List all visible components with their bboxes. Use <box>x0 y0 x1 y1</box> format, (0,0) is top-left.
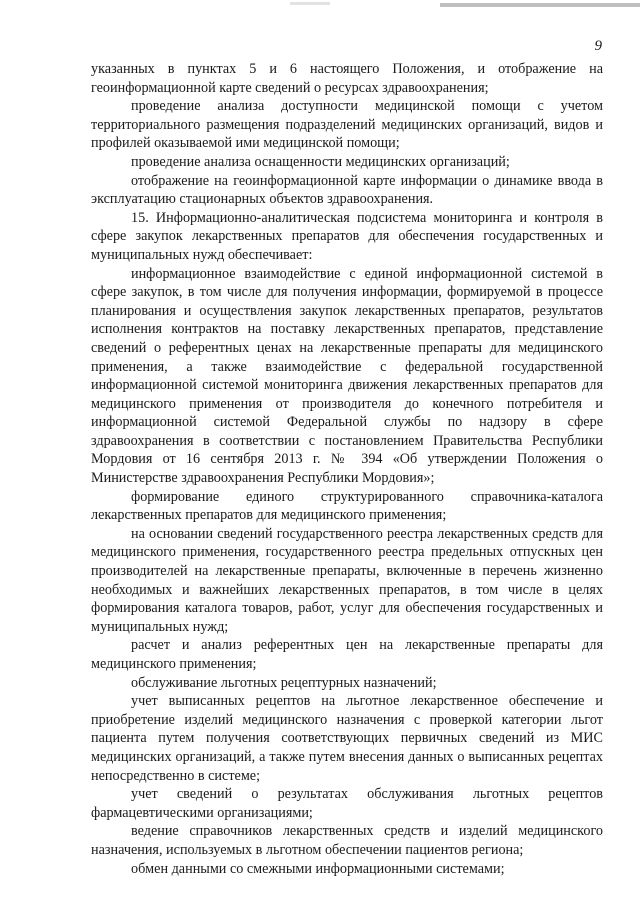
paragraph: указанных в пунктах 5 и 6 настоящего Положения, и отображение на геоинформационной карте сведений о ресурсах здравоохранения; <box>91 61 603 96</box>
paragraph: учет сведений о результатах обслуживания льготных рецептов фармацевтическими организациями; <box>91 786 603 821</box>
paragraph: обслуживание льготных рецептурных назначений; <box>131 674 437 691</box>
paragraph: формирование единого структурированного справочника-каталога лекарственных препаратов для медицинского применения; <box>91 488 603 524</box>
paragraph: на основании сведений государственного реестра лекарственных средств для медицинского применения, государственного реестра предельных отпускных цен производителей на лекарственные препараты, включенные в перечень жизненно необходимых и важнейших лекарственных препаратов, в том числе в целях формирования каталога товаров, работ, услуг для обеспечения государственных и муниципальных нужд; <box>91 525 603 635</box>
paragraph: проведение анализа доступности медицинской помощи с учетом территориального размещения подразделений медицинских организаций, видов и профилей оказываемой ими медицинской помощи; <box>91 98 603 152</box>
paragraph: ведение справочников лекарственных средств и изделий медицинского назначения, используемых в льготном обеспечении пациентов региона; <box>91 823 603 858</box>
paragraph: расчет и анализ референтных цен на лекарственные препараты для медицинского применения; <box>91 637 603 672</box>
paragraph: учет выписанных рецептов на льготное лекарственное обеспечение и приобретение изделий медицинского назначения с проверкой категории льгот пациента путем получения соответствующих первичных сведений из МИС медицинских организаций, а также путем внесения данных о выписанных рецептах непосредственно в системе; <box>91 693 603 784</box>
paragraph: проведение анализа оснащенности медицинских организаций; <box>131 153 510 170</box>
page-number: 9 <box>594 38 602 54</box>
paragraph: отображение на геоинформационной карте информации о динамике ввода в эксплуатацию стационарных объектов здравоохранения. <box>91 172 603 208</box>
scan-artifact <box>0 0 640 10</box>
paragraph: информационное взаимодействие с единой информационной системой в сфере закупок, в том числе для получения информации, формируемой в процессе планирования и осуществления закупок лекарственных препаратов, результатов исполнения контрактов на поставку лекарственных препаратов, представление сведений о референтных ценах на лекарственные препараты для медицинского применения, а также взаимодействие с федеральной государственной информационной системой мониторинга движения лекарственных препаратов для медицинского применения от производителя до конечного потребителя и информационной системой Федеральной службы по надзору в сфере здравоохранения в соответствии с постановлением Правительства Республики Мордовия от 16 сентября 2013 г. № 394 «Об утверждении Положения о Министерстве здравоохранения Республики Мордовия»; <box>91 265 603 487</box>
document-body <box>91 60 603 878</box>
section-heading-paragraph: 15. Информационно-аналитическая подсистема мониторинга и контроля в сфере закупок лекарственных препаратов для обеспечения государственных и муниципальных нужд обеспечивает: <box>91 209 603 263</box>
paragraph: обмен данными со смежными информационными системами; <box>131 860 505 877</box>
